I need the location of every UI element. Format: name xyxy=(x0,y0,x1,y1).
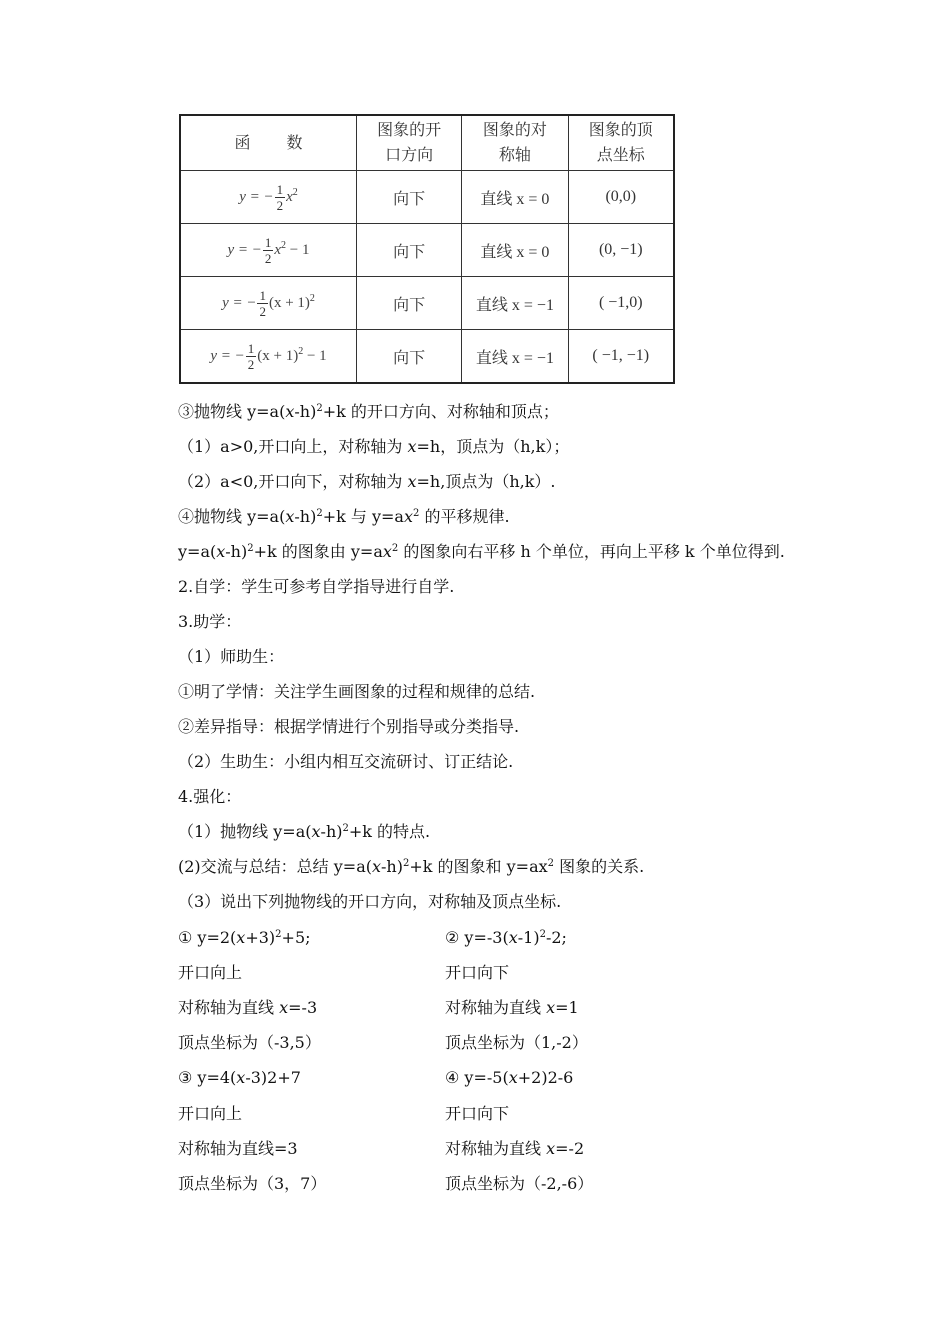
case-a-positive: （1）a>0,开口向上，对称轴为 x=h，顶点为（h,k）； xyxy=(178,437,570,456)
header-vertex: 图象的顶 点坐标 xyxy=(568,115,674,171)
exercise-3-open: 开口向上 xyxy=(178,1104,243,1123)
fraction-one-half: $\frac{1}{2}$ xyxy=(264,234,272,266)
fraction-one-half: $\frac{1}{2}$ xyxy=(259,287,266,319)
exercise-3-vertex: 顶点坐标为（3，7） xyxy=(178,1174,327,1193)
fraction-one-half: $\frac{1}{2}$ xyxy=(276,181,284,213)
exercise-1-vertex: 顶点坐标为（-3,5） xyxy=(178,1033,321,1052)
exercise-2-vertex: 顶点坐标为（1,-2） xyxy=(445,1033,588,1052)
fraction-one-half: $\frac{1}{2}$ xyxy=(247,340,255,372)
symmetry-axis: 直线 x = 0 xyxy=(462,171,568,224)
function-formula: y = − $\frac{1}{2}$ $(x + 1)^2$ xyxy=(180,277,357,330)
exercise-1-axis: 对称轴为直线 x=-3 xyxy=(178,998,318,1017)
opening-direction: 向下 xyxy=(357,224,462,277)
differentiated-guidance: ②差异指导：根据学情进行个别指导或分类指导. xyxy=(178,717,520,736)
header-axis: 图象的对 称轴 xyxy=(462,115,568,171)
teacher-assist: （1）师助生： xyxy=(178,647,285,666)
opening-direction: 向下 xyxy=(357,277,462,330)
vertex-form-heading: ③抛物线 $y=a(x-h)^2+k$ 的开口方向、对称轴和顶点； xyxy=(178,402,559,421)
exercise-1-formula: ① $y=2(x+3)^2+5$; xyxy=(178,928,311,947)
exercise-1-open: 开口向上 xyxy=(178,963,243,982)
exercise-3-axis: 对称轴为直线=3 xyxy=(178,1139,298,1158)
parabola-features: （1）抛物线 $y=a(x-h)^2+k$ 的特点. xyxy=(178,822,431,841)
assist-heading: 3.助学： xyxy=(178,612,242,631)
table-header-row xyxy=(180,115,674,171)
table-row xyxy=(180,224,674,277)
function-formula: y = − $\frac{1}{2}$ $(x + 1)^2 - 1$ xyxy=(180,330,357,384)
case-a-negative: （2）a<0,开口向下，对称轴为 x=h,顶点为（h,k）. xyxy=(178,472,556,491)
exercise-2-formula: ② $y=-3(x-1)^2-2$; xyxy=(445,928,567,947)
exercise-4-open: 开口向下 xyxy=(445,1104,510,1123)
self-study: 2.自学：学生可参考自学指导进行自学. xyxy=(178,577,455,596)
translation-rule: $y=a(x-h)^2+k$ 的图象由 $y=ax^2$ 的图象向右平移 h 个单位，再向上平移 k 个单位得到. xyxy=(178,542,785,561)
translation-rule-heading: ④抛物线 $y=a(x-h)^2+k$ 与 $y=ax^2$ 的平移规律. xyxy=(178,507,510,526)
symmetry-axis: 直线 x = −1 xyxy=(462,277,568,330)
exercise-2-open: 开口向下 xyxy=(445,963,510,982)
vertex-coordinate: (0,0) xyxy=(568,171,674,224)
exercise-2-axis: 对称轴为直线 x=1 xyxy=(445,998,579,1017)
table-row xyxy=(180,171,674,224)
opening-direction: 向下 xyxy=(357,330,462,384)
table-row xyxy=(180,330,674,384)
opening-direction: 向下 xyxy=(357,171,462,224)
function-formula: y = − $\frac{1}{2}$ $x^2$ xyxy=(180,171,357,224)
parabola-properties-table xyxy=(179,114,675,384)
symmetry-axis: 直线 x = −1 xyxy=(462,330,568,384)
exercise-4-vertex: 顶点坐标为（-2,-6） xyxy=(445,1174,594,1193)
exchange-summary: (2)交流与总结：总结 $y=a(x-h)^2+k$ 的图象和 $y=ax^2$ 图象的关系. xyxy=(178,857,645,876)
header-opening: 图象的开 口方向 xyxy=(357,115,462,171)
student-assist: （2）生助生：小组内相互交流研讨、订正结论. xyxy=(178,752,514,771)
reinforce-heading: 4.强化： xyxy=(178,787,242,806)
understand-situation: ①明了学情：关注学生画图象的过程和规律的总结. xyxy=(178,682,536,701)
exercise-4-formula: ④ y=-5(x+2)2-6 xyxy=(445,1068,574,1087)
vertex-coordinate: ( −1, −1) xyxy=(568,330,674,384)
vertex-coordinate: ( −1,0) xyxy=(568,277,674,330)
exercise-4-axis: 对称轴为直线 x=-2 xyxy=(445,1139,585,1158)
header-function: 函 数 xyxy=(180,115,357,171)
exercise-instruction: （3）说出下列抛物线的开口方向，对称轴及顶点坐标. xyxy=(178,892,562,911)
vertex-coordinate: (0, −1) xyxy=(568,224,674,277)
function-formula: y = − $\frac{1}{2}$ $x^2 - 1$ xyxy=(180,224,357,277)
table-row xyxy=(180,277,674,330)
exercise-3-formula: ③ y=4(x-3)2+7 xyxy=(178,1068,301,1087)
symmetry-axis: 直线 x = 0 xyxy=(462,224,568,277)
